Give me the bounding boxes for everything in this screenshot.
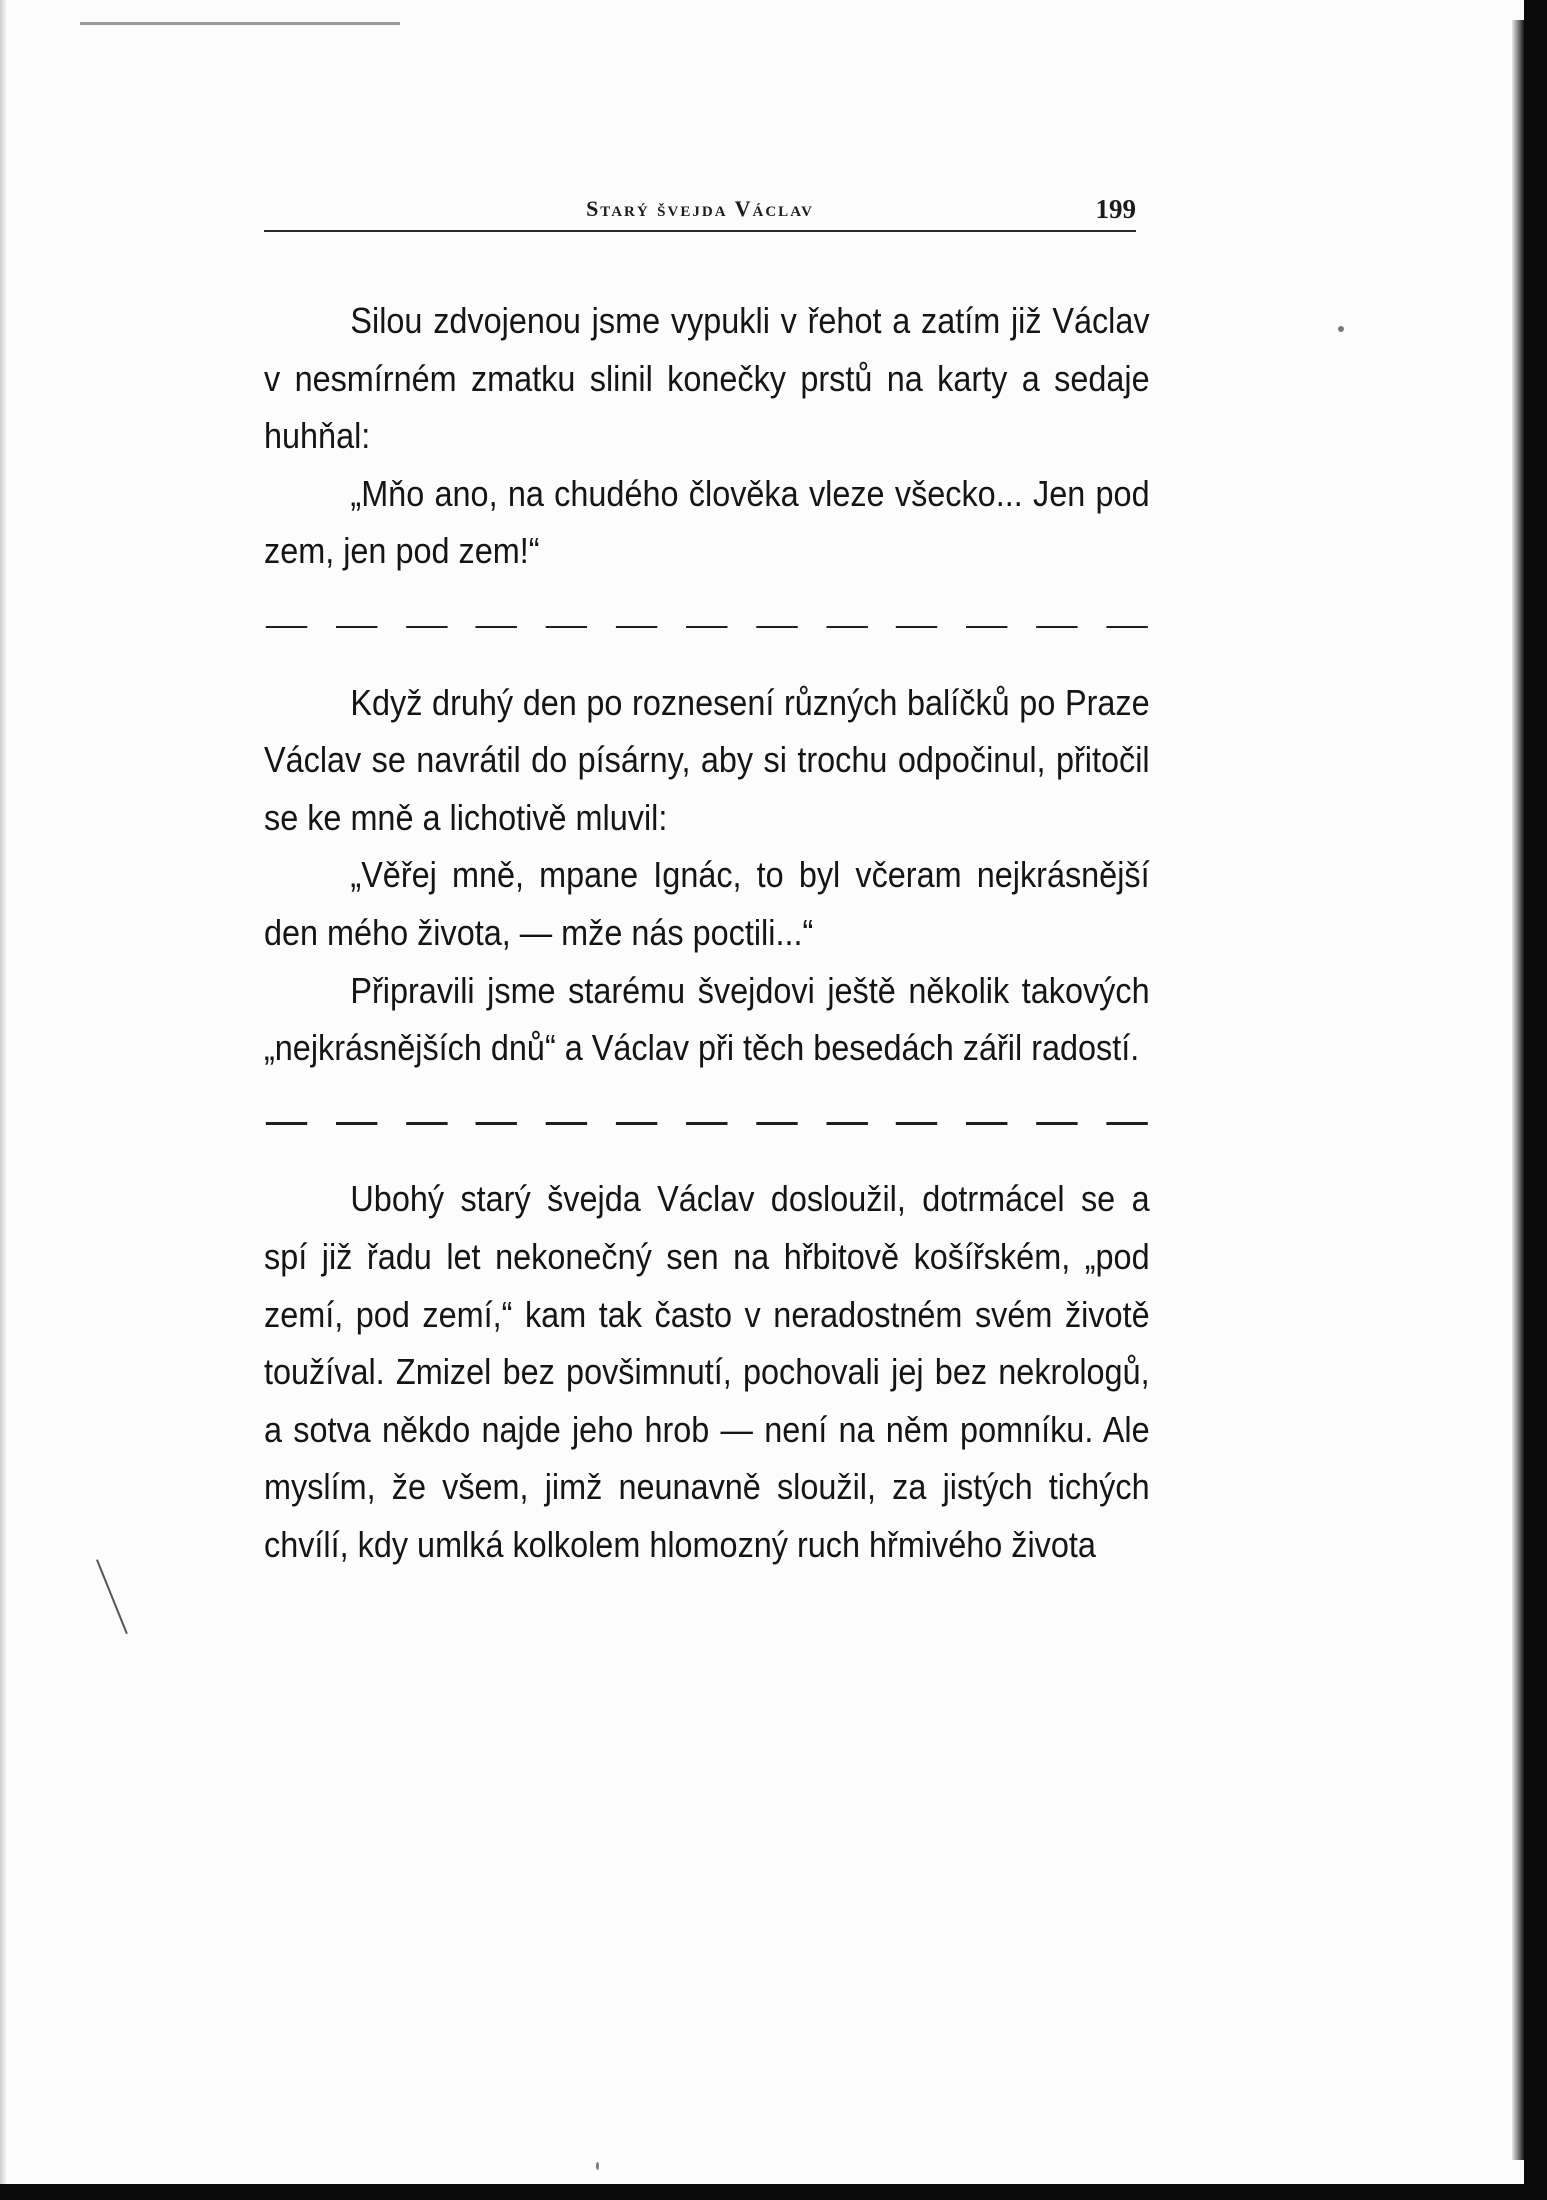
scan-left-shadow (0, 0, 6, 2184)
page-header (264, 196, 1136, 236)
section-separator-2 (264, 1095, 1150, 1153)
paragraph-4: „Věřej mně, mpane Ignác, to byl včeram nejkrásnější den mého života, — mže nás poctili...“ (264, 854, 1150, 953)
body-text (264, 292, 1150, 1573)
scan-right-edge (1512, 20, 1524, 2160)
page-number: 199 (1095, 194, 1136, 224)
running-title: Starý švejda Václav (586, 196, 814, 221)
paragraph-1: Silou zdvojenou jsme vypukli v řehot a zatím již Václav v nesmírném zmatku slinil konečky prstů na karty a sedaje huhňal: (264, 300, 1150, 457)
scan-scratch (96, 1559, 128, 1634)
paragraph-6: Ubohý starý švejda Václav dosloužil, dotrmácel se a spí již řadu let nekonečný sen na hřbitově košířském, „pod zemí, pod zemí,“ kam tak často v neradostném svém životě toužíval. Zmizel bez povšimnutí, pochovali jej bez nekrologů, a sotva někdo najde jeho hrob — není na něm pomníku. Ale myslím, že všem, jimž neunavně sloužil, za jistých tichých chvílí, kdy umlká kolkolem hlomozný ruch hřmivého života (264, 1178, 1150, 1565)
section-separator-1 (264, 598, 1150, 656)
paragraph-5: Připravili jsme starému švejdovi ještě několik takových „nejkrásnějších dnů“ a Václav při těch besedách zářil radostí. (264, 969, 1150, 1069)
header-rule (264, 230, 1136, 232)
scan-speck (1338, 326, 1344, 332)
scan-top-mark (80, 22, 400, 25)
paragraph-2: „Mňo ano, na chudého člověka vleze všecko... Jen pod zem, jen pod zem!“ (264, 472, 1150, 572)
paragraph-3: Když druhý den po roznesení různých balíčků po Praze Václav se navrátil do písárny, aby si trochu odpočinul, přitočil se ke mně a lichotivě mluvil: (264, 681, 1150, 838)
scan-speck (596, 2162, 599, 2170)
